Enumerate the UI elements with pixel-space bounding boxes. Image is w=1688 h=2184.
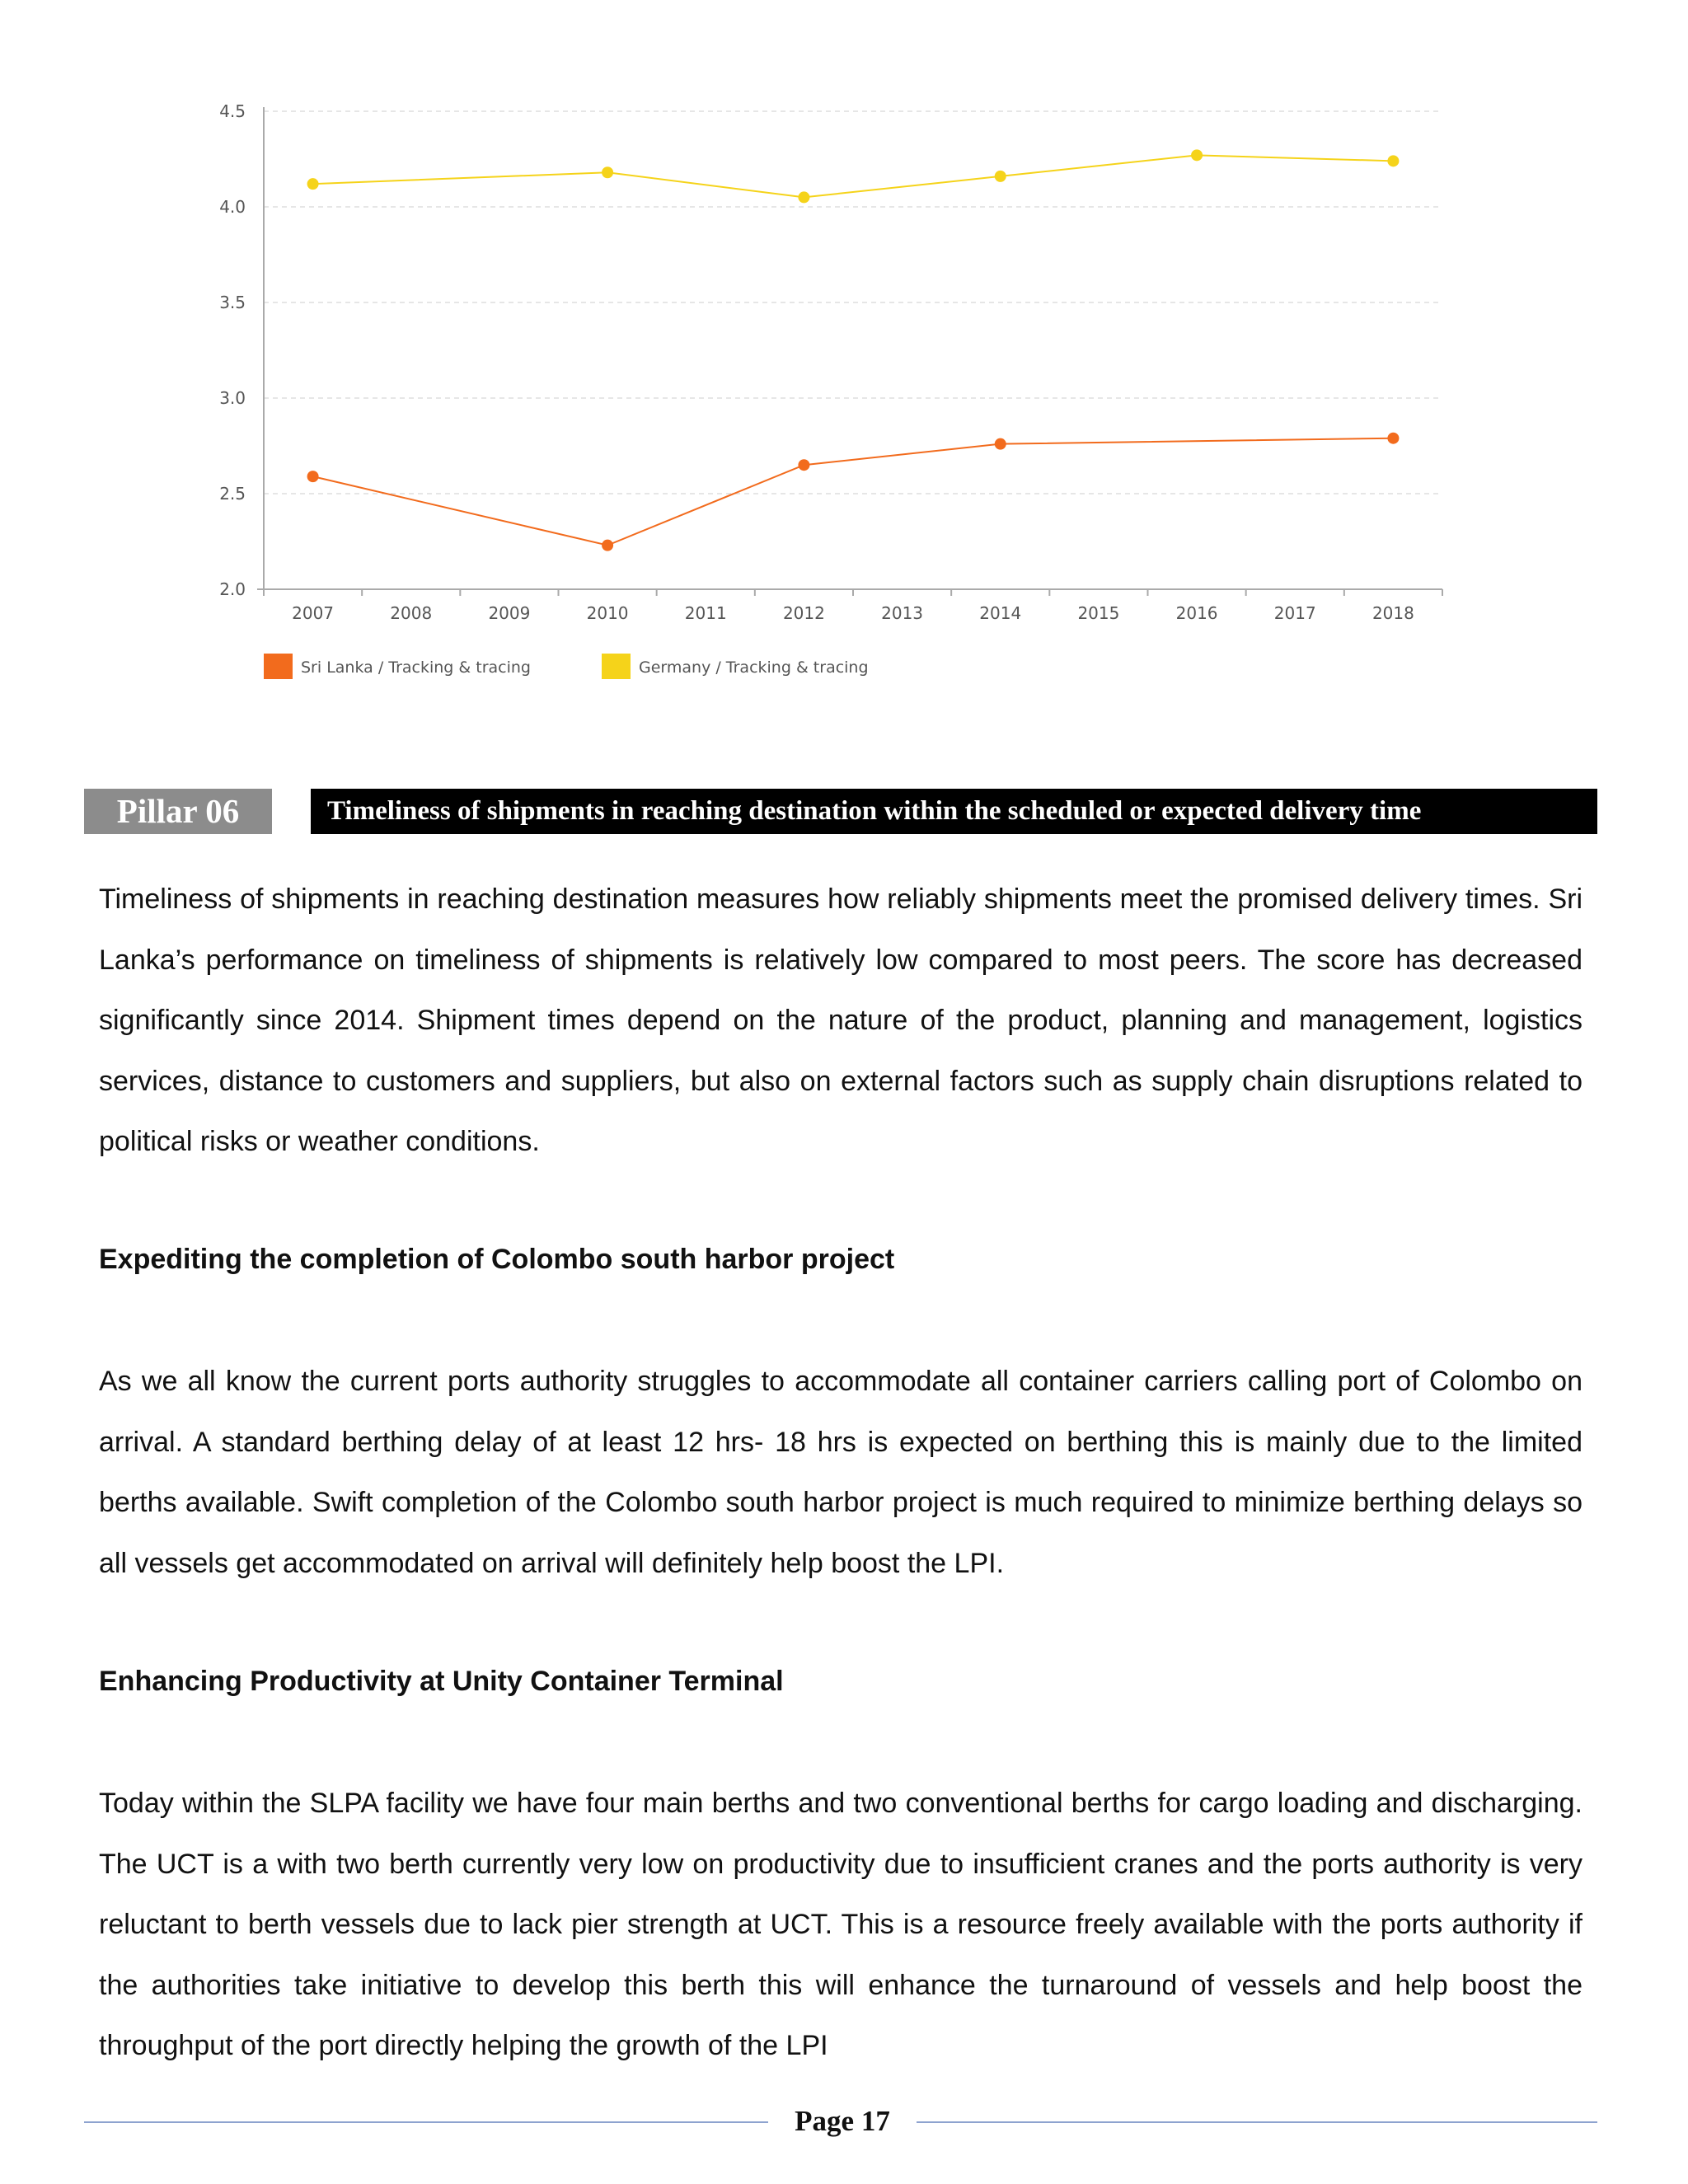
x-tick-label: 2016 (1175, 603, 1218, 623)
data-point (602, 166, 613, 178)
data-point (1191, 149, 1203, 161)
y-tick-label: 2.5 (219, 484, 246, 504)
x-tick-label: 2008 (390, 603, 433, 623)
legend-swatch (602, 654, 631, 679)
y-tick-label: 3.5 (219, 293, 246, 312)
x-tick-label: 2017 (1273, 603, 1316, 623)
page-number: Page 17 (795, 2105, 890, 2137)
x-tick-label: 2018 (1372, 603, 1414, 623)
pillar-header (84, 789, 1597, 834)
series-line-0 (313, 438, 1394, 546)
intro-paragraph: Timeliness of shipments in reaching destination measures how reliably shipments meet the promised delivery times. Sri Lanka’s performance on timeliness of shipments is relatively low compared to most peers. The score has decreased significantly since 2014. Shipment times depend on the nature of the product, planning and management, logistics services, distance to customers and suppliers, but also on external factors such as supply chain disruptions related to political risks or weather conditions. (99, 883, 1582, 1157)
footer-rule-right (917, 2121, 1597, 2123)
data-point (1387, 433, 1399, 444)
legend-swatch (264, 654, 293, 679)
y-tick-label: 2.0 (219, 579, 246, 599)
section-heading-unity-container-terminal: Enhancing Productivity at Unity Container Terminal (99, 1666, 784, 1697)
pillar-title: Timeliness of shipments in reaching destination within the scheduled or expected delivery time (311, 789, 1597, 834)
data-point (995, 438, 1006, 450)
data-point (798, 191, 809, 203)
x-tick-label: 2011 (684, 603, 727, 623)
pillar-label: Pillar 06 (84, 789, 272, 834)
x-tick-label: 2012 (782, 603, 825, 623)
tracking-tracing-line-chart (165, 82, 1484, 709)
data-point (798, 459, 809, 471)
x-tick-label: 2013 (881, 603, 924, 623)
y-tick-label: 3.0 (219, 388, 246, 408)
legend-label: Sri Lanka / Tracking & tracing (301, 658, 531, 677)
x-tick-label: 2014 (979, 603, 1022, 623)
data-point (307, 178, 319, 190)
paragraph-colombo-south-harbor: As we all know the current ports authority struggles to accommodate all container carriers calling port of Colombo on arrival. A standard berthing delay of at least 12 hrs- 18 hrs is expected on berthing this is mainly due to the limited berths available. Swift completion of the Colombo south harbor project is much required to minimize berthing delays so all vessels get accommodated on arrival will definitely help boost the LPI. (99, 1366, 1582, 1579)
y-tick-label: 4.0 (219, 197, 246, 217)
x-tick-label: 2015 (1077, 603, 1120, 623)
page-footer (84, 2102, 1597, 2141)
x-tick-label: 2010 (586, 603, 629, 623)
data-point (307, 471, 319, 482)
data-point (995, 171, 1006, 182)
x-tick-label: 2007 (292, 603, 335, 623)
section-heading-colombo-south-harbor: Expediting the completion of Colombo south harbor project (99, 1244, 895, 1275)
data-point (602, 540, 613, 551)
footer-rule-left (84, 2121, 768, 2123)
series-line-1 (313, 155, 1394, 197)
data-point (1387, 155, 1399, 166)
legend-label: Germany / Tracking & tracing (639, 658, 869, 677)
y-tick-label: 4.5 (219, 101, 246, 121)
x-tick-label: 2009 (488, 603, 531, 623)
paragraph-unity-container-terminal: Today within the SLPA facility we have four main berths and two conventional berths for cargo loading and discharging. The UCT is a with two berth currently very low on productivity due to insufficient cranes and the ports authority is very reluctant to berth vessels due to lack pier strength at UCT. This is a resource freely available with the ports authority if the authorities take initiative to develop this berth this will enhance the turnaround of vessels and help boost the throughput of the port directly helping the growth of the LPI (99, 1788, 1582, 2061)
